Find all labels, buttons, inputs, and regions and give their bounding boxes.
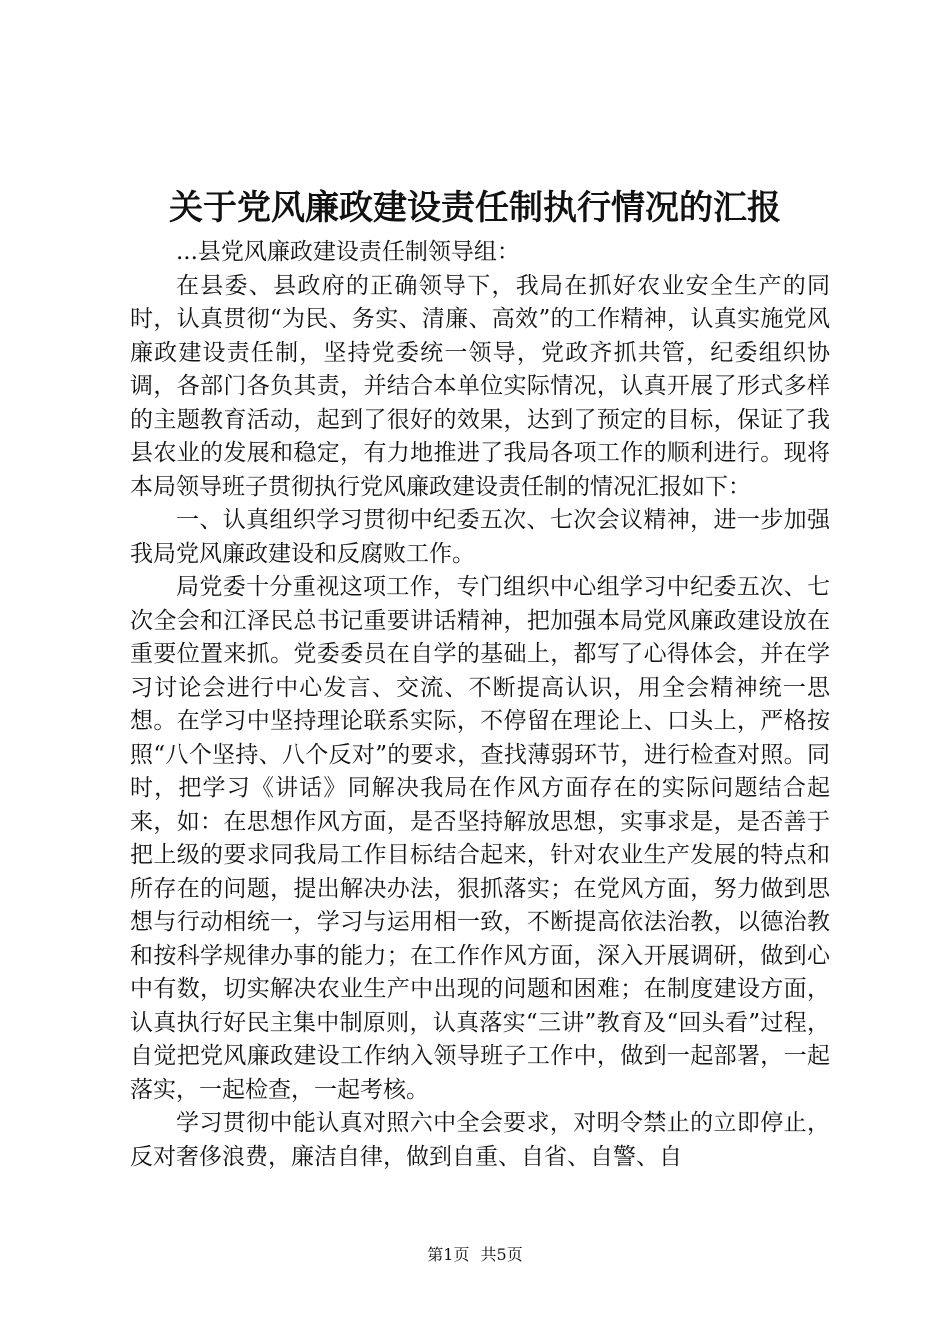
document-title: 关于党风廉政建设责任制执行情况的汇报 bbox=[169, 188, 781, 228]
paragraph-discipline: 学习贯彻中能认真对照六中全会要求，对明令禁止的立即停止，反对奢侈浪费，廉洁自律，做到自重、自省、自警、自 bbox=[130, 1110, 830, 1170]
paragraph-section-heading: 一、认真组织学习贯彻中纪委五次、七次会议精神，进一步加强我局党风廉政建设和反腐败工作。 bbox=[130, 507, 830, 567]
salutation: ...县党风廉政建设责任制领导组： bbox=[176, 239, 520, 265]
paragraph-intro: 在县委、县政府的正确领导下，我局在抓好农业安全生产的同时，认真贯彻“为民、务实、清廉、高效”的工作精神，认真实施党风廉政建设责任制，坚持党委统一领导，党政齐抓共管，纪委组织协调，各部门各负其责，并结合本单位实际情况，认真开展了形式多样的主题教育活动，起到了很好的效果，达到了预定的目标，保证了我县农业的发展和稳定，有力地推进了我局各项工作的顺利进行。现将本局领导班子贯彻执行党风廉政建设责任制的情况汇报如下： bbox=[130, 272, 830, 500]
page-total: 共5页 bbox=[480, 1245, 523, 1264]
paragraph-study: 局党委十分重视这项工作，专门组织中心组学习中纪委五次、七次全会和江泽民总书记重要讲话精神，把加强本局党风廉政建设放在重要位置来抓。党委委员在自学的基础上，都写了心得体会，并在学习讨论会进行中心发言、交流、不断提高认识，用全会精神统一思想。在学习中坚持理论联系实际，不停留在理论上、口头上，严格按照“八个坚持、八个反对”的要求，查找薄弱环节，进行检查对照。同时，把学习《讲话》同解决我局在作风方面存在的实际问题结合起来，如：在思想作风方面，是否坚持解放思想，实事求是，是否善于把上级的要求同我局工作目标结合起来，针对农业生产发展的特点和所存在的问题，提出解决办法，狠抓落实；在党风方面，努力做到思想与行动相统一，学习与运用相一致，不断提高依法治教，以德治教和按科学规律办事的能力；在工作作风方面，深入开展调研，做到心中有数，切实解决农业生产中出现的问题和困难；在制度建设方面，认真执行好民主集中制原则，认真落实“三讲”教育及“回头看”过程，自觉把党风廉政建设工作纳入领导班子工作中，做到一起部署，一起落实，一起检查，一起考核。 bbox=[130, 574, 830, 1103]
page-footer bbox=[0, 1245, 950, 1265]
document-body bbox=[130, 236, 830, 1174]
page-number: 第1页 bbox=[427, 1245, 470, 1264]
